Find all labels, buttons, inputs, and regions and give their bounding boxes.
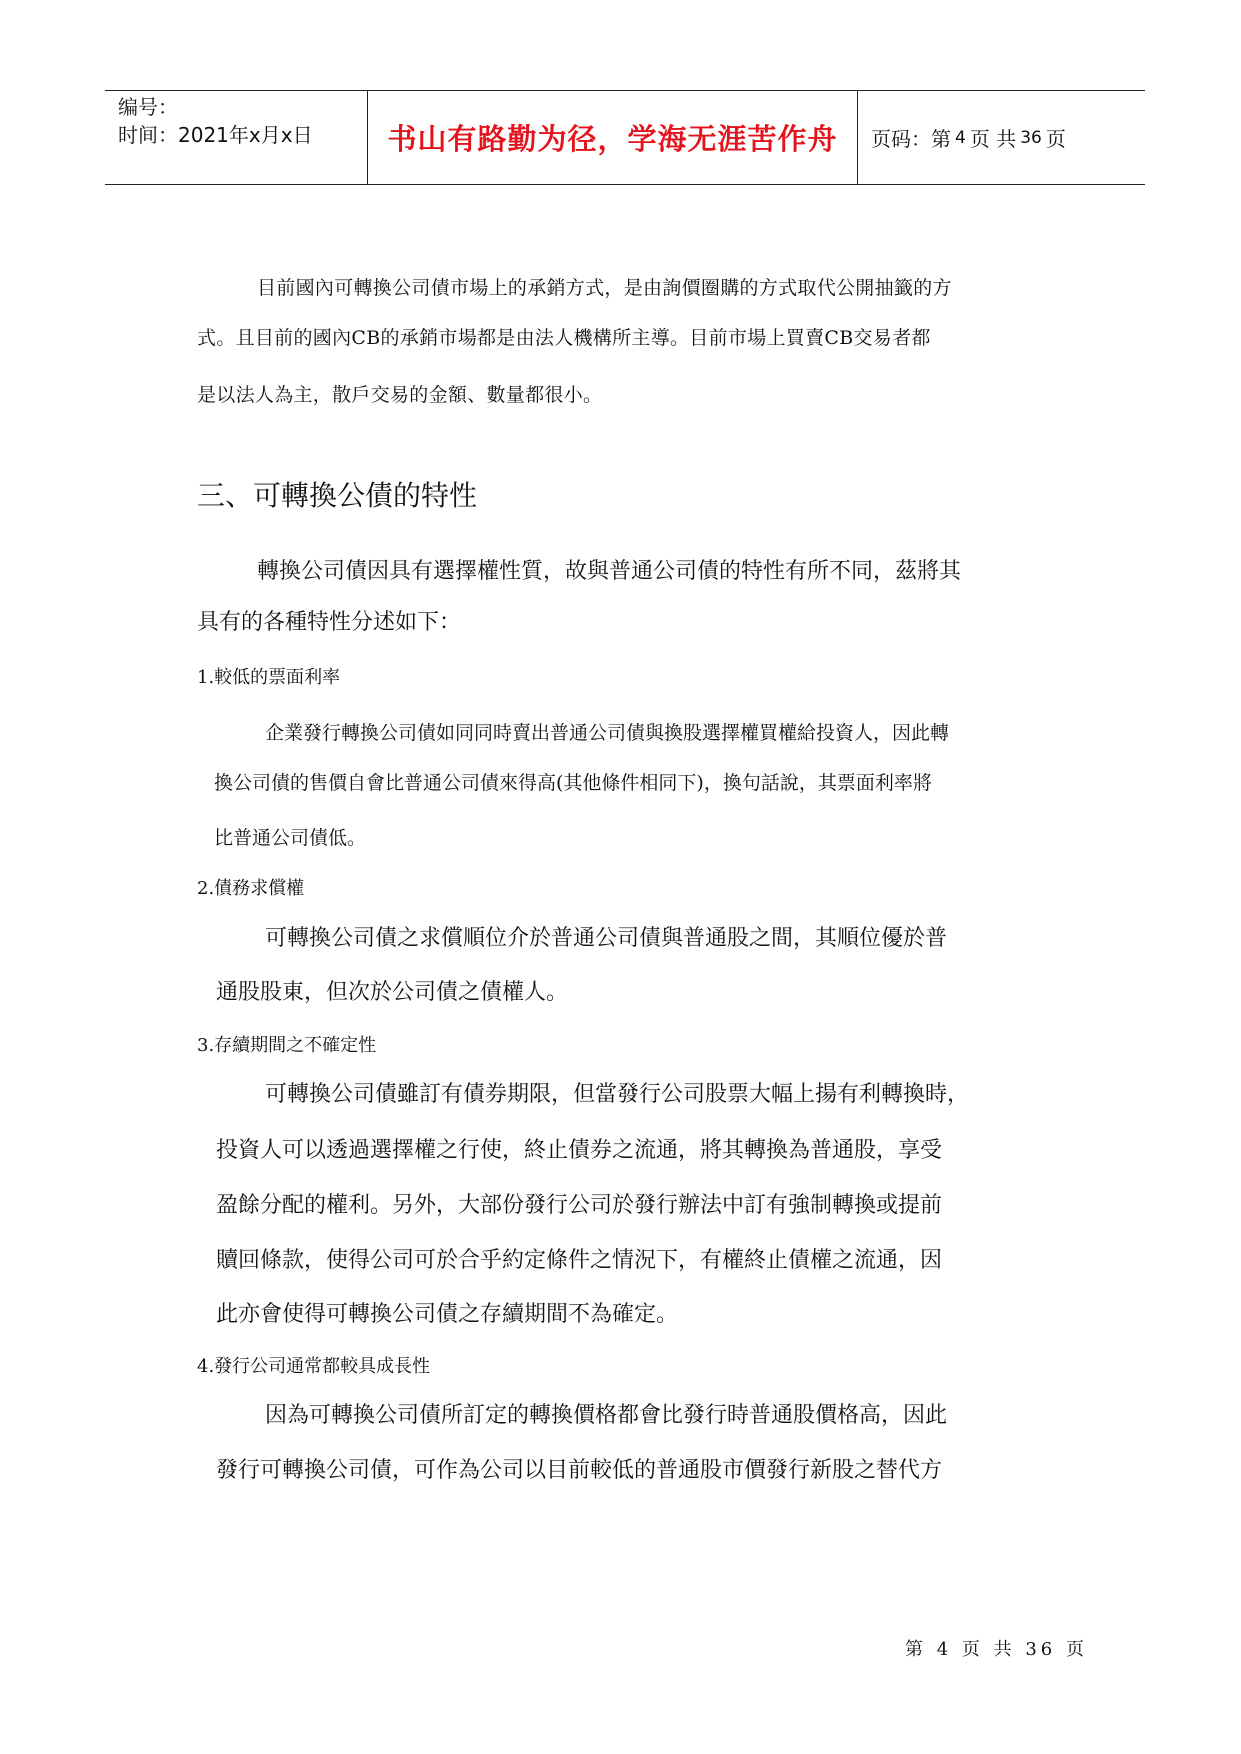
item-3-heading: 3.存續期間之不確定性 (197, 1035, 377, 1056)
item-2-line-1: 可轉換公司債之求償順位介於普通公司債與普通股之間，其順位優於普 (265, 926, 948, 951)
intro-line-2: 式。且目前的國內CB的承銷市場都是由法人機構所主導。目前市場上買賣CB交易者都 (197, 327, 931, 349)
item-4-line-1: 因為可轉換公司債所訂定的轉換價格都會比發行時普通股價格高，因此 (265, 1403, 948, 1428)
page-label-prefix: 页码：第 (871, 127, 951, 151)
page-footer: 第 4 页 共 36 页 (905, 1639, 1088, 1660)
header-meta (105, 91, 368, 184)
item-1-line-2: 換公司債的售價自會比普通公司債來得高(其他條件相同下)，換句話說，其票面利率將 (214, 772, 932, 794)
document-time-label: 时间：2021年x月x日 (118, 123, 313, 147)
item-1-heading: 1.較低的票面利率 (197, 667, 341, 688)
item-1-line-3: 比普通公司債低。 (214, 827, 367, 849)
page-total-number: 36 (1020, 127, 1042, 148)
page-header (105, 90, 1145, 185)
header-motto: 书山有路勤为径，学海无涯苦作舟 (368, 91, 858, 184)
item-1-line-1: 企業發行轉換公司債如同同時賣出普通公司債與換股選擇權買權給投資人，因此轉 (265, 722, 950, 744)
item-4-heading: 4.發行公司通常都較具成長性 (197, 1356, 431, 1377)
item-3-line-4: 贖回條款，使得公司可於合乎約定條件之情況下，有權終止債權之流通，因 (216, 1248, 943, 1273)
page-label-mid: 页 共 (969, 127, 1017, 151)
header-page-info (858, 91, 1145, 184)
item-3-line-1: 可轉換公司債雖訂有債券期限，但當發行公司股票大幅上揚有利轉換時， (265, 1082, 970, 1107)
item-2-heading: 2.債務求償權 (197, 878, 305, 899)
item-3-line-3: 盈餘分配的權利。另外，大部份發行公司於發行辦法中訂有強制轉換或提前 (216, 1193, 943, 1218)
page-current-number: 4 (955, 127, 966, 148)
page-label-suffix: 页 (1045, 127, 1066, 151)
section-intro-line-2: 具有的各種特性分述如下： (197, 610, 462, 635)
intro-line-1: 目前國內可轉換公司債市場上的承銷方式，是由詢價圈購的方式取代公開抽籤的方 (257, 277, 952, 299)
section-intro-line-1: 轉換公司債因具有選擇權性質，故與普通公司債的特性有所不同，茲將其 (257, 559, 962, 584)
item-4-line-2: 發行可轉換公司債，可作為公司以目前較低的普通股市價發行新股之替代方 (216, 1458, 943, 1483)
document-number-label: 编号： (118, 95, 178, 119)
item-3-line-5: 此亦會使得可轉換公司債之存續期間不為確定。 (216, 1302, 679, 1327)
section-title: 三、可轉換公債的特性 (197, 479, 478, 512)
item-2-line-2: 通股股東，但次於公司債之債權人。 (216, 980, 569, 1005)
item-3-line-2: 投資人可以透過選擇權之行使，終止債券之流通，將其轉換為普通股，享受 (216, 1138, 943, 1163)
intro-line-3: 是以法人為主，散戶交易的金額、數量都很小。 (197, 384, 603, 406)
